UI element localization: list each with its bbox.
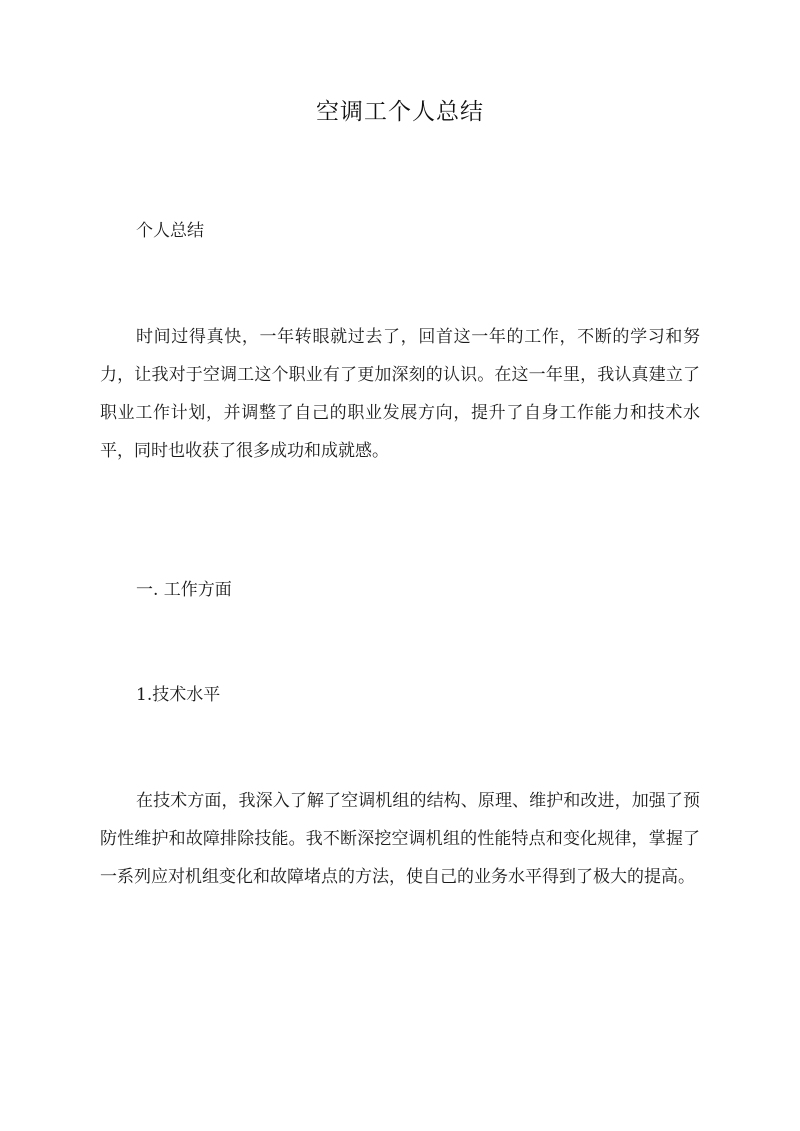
- intro-paragraph: 时间过得真快，一年转眼就过去了，回首这一年的工作，不断的学习和努力，让我对于空调工这个职业有了更加深刻的认识。在这一年里，我认真建立了职业工作计划，并调整了自己的职业发展方向，提升了自身工作能力和技术水平，同时也收获了很多成功和成就感。: [100, 327, 700, 461]
- section-heading-work: 一. 工作方面: [136, 580, 232, 600]
- section-heading-personal-summary: 个人总结: [136, 221, 204, 241]
- technical-paragraph: 在技术方面，我深入了解了空调机组的结构、原理、维护和改进，加强了预防性维护和故障排除技能。我不断深挖空调机组的性能特点和变化规律，掌握了一系列应对机组变化和故障堵点的方法，使自己的业务水平得到了极大的提高。: [100, 791, 700, 887]
- document-title: 空调工个人总结: [316, 99, 484, 125]
- subsection-heading-technical-level: 1.技术水平: [136, 685, 221, 705]
